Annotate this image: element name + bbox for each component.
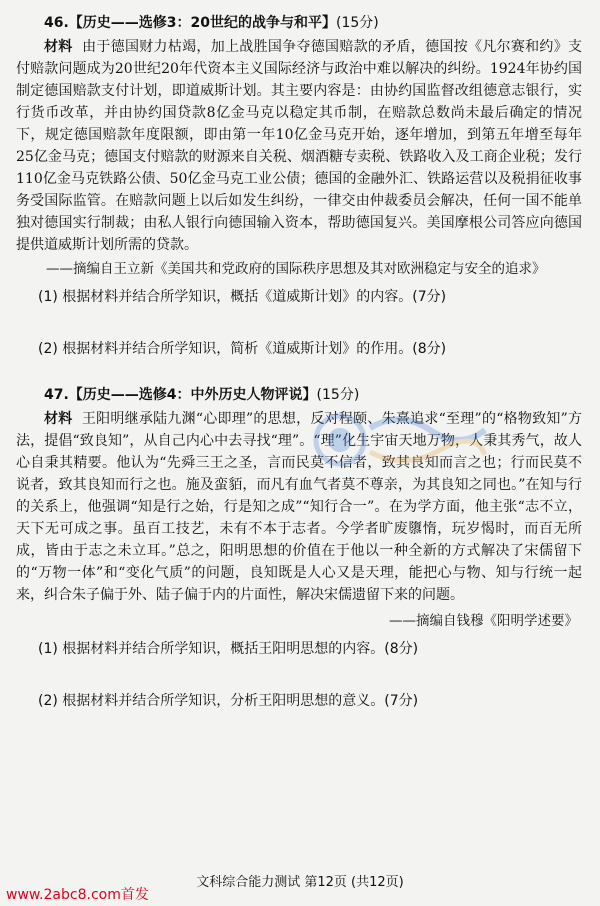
question-47-sub2: (2) 根据材料并结合所学知识，分析王阳明思想的意义。(7分)	[38, 693, 419, 709]
page-footer: 文科综合能力测试 第12页 (共12页)	[196, 875, 404, 890]
question-46-heading: 46.【历史——选修3：20世纪的战争与和平】	[44, 15, 337, 31]
site-stamp-link[interactable]: www.2abc8.com首发	[6, 887, 149, 903]
question-47-heading: 47.【历史——选修4：中外历史人物评说】	[44, 387, 317, 403]
question-46-material	[16, 36, 582, 256]
question-47-source: ——摘编自钱穆《阳明学述要》	[389, 613, 578, 629]
question-46-title	[44, 12, 582, 34]
material-label: 材料	[44, 39, 73, 55]
question-46-sub1: (1) 根据材料并结合所学知识，概括《道威斯计划》的内容。(7分)	[38, 289, 447, 305]
question-46-source: ——摘编自王立新《美国共和党政府的国际秩序思想及其对欧洲稳定与安全的追求》	[46, 261, 546, 277]
question-46-material-text: 由于德国财力枯竭，加上战胜国争夺德国赔款的矛盾，德国按《凡尔赛和约》支付赔款问题成为20世纪20年代资本主义国际经济与政治中难以解决的纠纷。1924年协约国制定德国赔款支付计划，即道威斯计划。其主要内容是：由协约国监督改组德意志银行，实行货币改革，并由协约国贷款8亿金马克以稳定其币制，在赔款总数尚未最后确定的情况下，规定德国赔款年度限额，即由第一年10亿金马克开始，逐年增加，到第五年增至每年25亿金马克；德国支付赔款的财源来自关税、烟酒糖专卖税、铁路收入及工商企业税；发行110亿金马克铁路公债、50亿金马克工业公债；德国的金融外汇、铁路运营以及税捐征收事务受国际监管。在赔款问题上以后如发生纠纷，一律交由仲裁委员会解决，任何一国不能单独对德国实行制裁；由私人银行向德国输入资本，帮助德国复兴。美国摩根公司答应向德国提供道威斯计划所需的贷款。	[16, 39, 583, 253]
question-47-material	[16, 408, 582, 606]
question-47-material-text: 王阳明继承陆九渊“心即理”的思想，反对程颐、朱熹追求“至理”的“格物致知”方法，提倡“致良知”，从自己内心中去寻找“理”。“理”化生宇宙天地万物，人秉其秀气，故人心自秉其精要。他认为“先舜三王之圣，言而民莫不信者，致其良知而言之也；行而民莫不说者，致其良知而行之也。施及蛮貊，而凡有血气者莫不尊亲，为其良知之同也。”在知与行的关系上，他强调“知是行之始，行是知之成”“知行合一”。在为学方面，他主张“志不立，天下无可成之事。虽百工技艺，未有不本于志者。今学者旷废隳惰，玩岁愒时，而百无所成，皆由于志之未立耳。”总之，阳明思想的价值在于他以一种全新的方式解决了宋儒留下的“万物一体”和“变化气质”的问题，良知既是人心又是天理，能把心与物、知与行统一起来，纠合朱子偏于外、陆子偏于内的片面性，解决宋儒遗留下来的问题。	[16, 411, 582, 603]
question-47-sub1: (1) 根据材料并结合所学知识，概括王阳明思想的内容。(8分)	[38, 641, 419, 657]
material-label: 材料	[44, 411, 73, 427]
question-47-score: (15分)	[316, 387, 360, 403]
question-46-sub2: (2) 根据材料并结合所学知识，简析《道威斯计划》的作用。(8分)	[38, 341, 447, 357]
question-47-title	[44, 384, 582, 406]
question-46-score: (15分)	[336, 15, 379, 31]
